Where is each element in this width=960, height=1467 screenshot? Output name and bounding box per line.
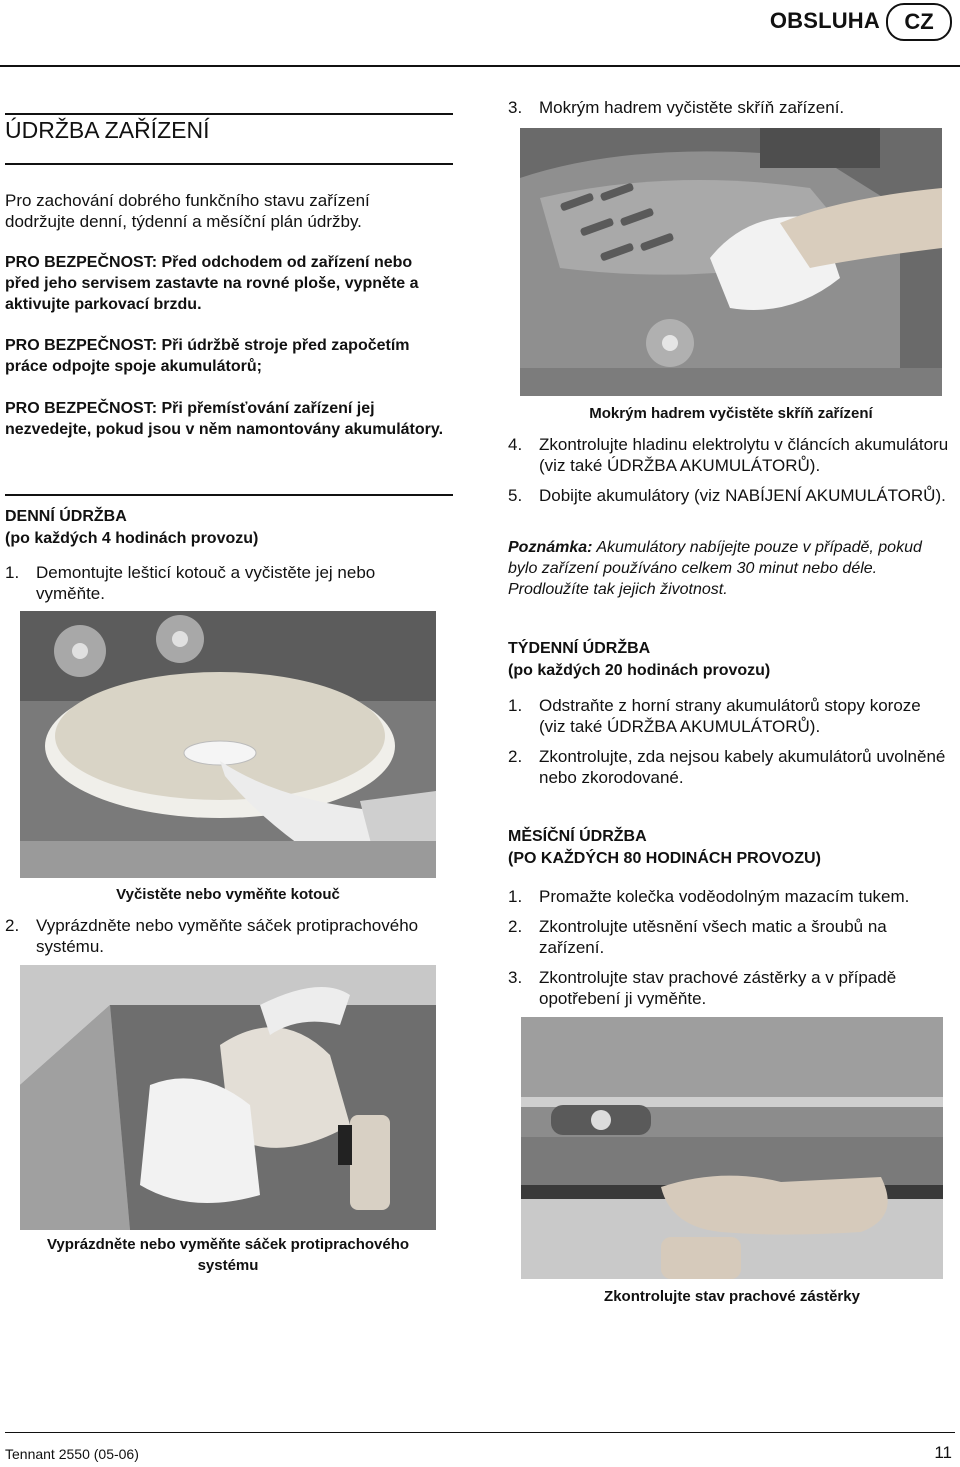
photo-dust-bag: [20, 965, 436, 1230]
list-number: 2.: [5, 916, 20, 935]
caption-dust-bag: Vyprázdněte nebo vyměňte sáček protiprachového systému: [46, 1236, 410, 1274]
list-number: 1.: [5, 563, 20, 582]
footer-divider: [5, 1432, 955, 1433]
note-text: Akumulátory nabíjejte pouze v případě, pokud bylo zařízení používáno celkem 30 minut nebo déle. Prodloužíte tak jejich životnost.: [508, 539, 922, 598]
list-item: [508, 967, 948, 1009]
list-number: 3.: [508, 98, 523, 117]
photo-dust-skirt: [521, 1017, 943, 1279]
list-text: Demontujte lešticí kotouč a vyčistěte jej nebo vyměňte.: [36, 563, 376, 603]
list-number: 5.: [508, 486, 523, 505]
language-badge: CZ: [886, 3, 952, 41]
list-text: Zkontrolujte utěsnění všech matic a šroubů na zařízení.: [539, 917, 887, 957]
list-text: Zkontrolujte hladinu elektrolytu v článcích akumulátoru (viz také ÚDRŽBA AKUMULÁTORŮ).: [539, 435, 949, 475]
list-number: 2.: [508, 917, 523, 936]
list-text: Promažte kolečka voděodolným mazacím tukem.: [539, 887, 910, 906]
safety-note-battery-disconnect: PRO BEZPEČNOST: Při údržbě stroje před započetím práce odpojte spoje akumulátorů;: [5, 337, 410, 375]
daily-heading: DENNÍ ÚDRŽBA: [5, 508, 127, 525]
list-item: [508, 485, 953, 506]
photo-polishing-pad: [20, 611, 436, 878]
list-text: Dobijte akumulátory (viz NABÍJENÍ AKUMULÁTORŮ).: [539, 486, 946, 505]
section-rule-bottom: [5, 163, 453, 165]
safety-note-lifting: PRO BEZPEČNOST: Při přemísťování zařízení jej nezvedejte, pokud jsou v něm namontovány akumulátory.: [5, 400, 444, 438]
intro-paragraph: Pro zachování dobrého funkčního stavu zařízení dodržujte denní, týdenní a měsíční plán údržby.: [5, 191, 370, 231]
list-item: [5, 562, 425, 604]
battery-note: [508, 537, 948, 600]
footer-model: Tennant 2550 (05-06): [5, 1446, 139, 1462]
pad-illustration: [20, 611, 436, 878]
section-rule-top: [5, 113, 453, 115]
monthly-heading: MĚSÍČNÍ ÚDRŽBA: [508, 828, 647, 845]
header-title: OBSLUHA: [769, 8, 880, 33]
daily-rule: [5, 494, 453, 496]
photo-housing-wipe: [520, 128, 942, 396]
list-text: Zkontrolujte, zda nejsou kabely akumulátorů uvolněné nebo zkorodované.: [539, 747, 946, 787]
caption-polishing-pad: Vyčistěte nebo vyměňte kotouč: [116, 886, 340, 903]
list-item: [5, 915, 425, 957]
note-label: Poznámka:: [508, 539, 593, 556]
housing-illustration: [520, 128, 942, 396]
section-title: ÚDRŽBA ZAŘÍZENÍ: [5, 117, 210, 143]
caption-housing-wipe: Mokrým hadrem vyčistěte skříň zařízení: [589, 405, 873, 422]
list-text: Zkontrolujte stav prachové zástěrky a v případě opotřebení ji vyměňte.: [539, 968, 897, 1008]
safety-note-parking: PRO BEZPEČNOST: Před odchodem od zařízení nebo před jeho servisem zastavte na rovné ploše, vypněte a aktivujte parkovací brzdu.: [5, 254, 419, 313]
skirt-illustration: [521, 1017, 943, 1279]
header-divider: [0, 65, 960, 67]
weekly-heading: TÝDENNÍ ÚDRŽBA: [508, 640, 651, 657]
dust-bag-illustration: [20, 965, 436, 1230]
list-text: Vyprázdněte nebo vyměňte sáček protiprachového systému.: [36, 916, 419, 956]
list-number: 2.: [508, 747, 523, 766]
monthly-subheading: (PO KAŽDÝCH 80 HODINÁCH PROVOZU): [508, 850, 821, 867]
list-text: Odstraňte z horní strany akumulátorů stopy koroze (viz také ÚDRŽBA AKUMULÁTORŮ).: [539, 696, 921, 736]
list-item: [508, 746, 948, 788]
page-number: 11: [934, 1443, 952, 1462]
caption-dust-skirt: Zkontrolujte stav prachové zástěrky: [604, 1288, 860, 1305]
list-item: [508, 97, 948, 118]
list-item: [508, 916, 948, 958]
list-item: [508, 434, 953, 476]
list-number: 1.: [508, 696, 523, 715]
list-item: [508, 695, 948, 737]
weekly-subheading: (po každých 20 hodinách provozu): [508, 662, 771, 679]
daily-subheading: (po každých 4 hodinách provozu): [5, 530, 259, 547]
list-number: 4.: [508, 435, 523, 454]
list-item: [508, 886, 953, 907]
list-text: Mokrým hadrem vyčistěte skříň zařízení.: [539, 98, 845, 117]
list-number: 1.: [508, 887, 523, 906]
list-number: 3.: [508, 968, 523, 987]
